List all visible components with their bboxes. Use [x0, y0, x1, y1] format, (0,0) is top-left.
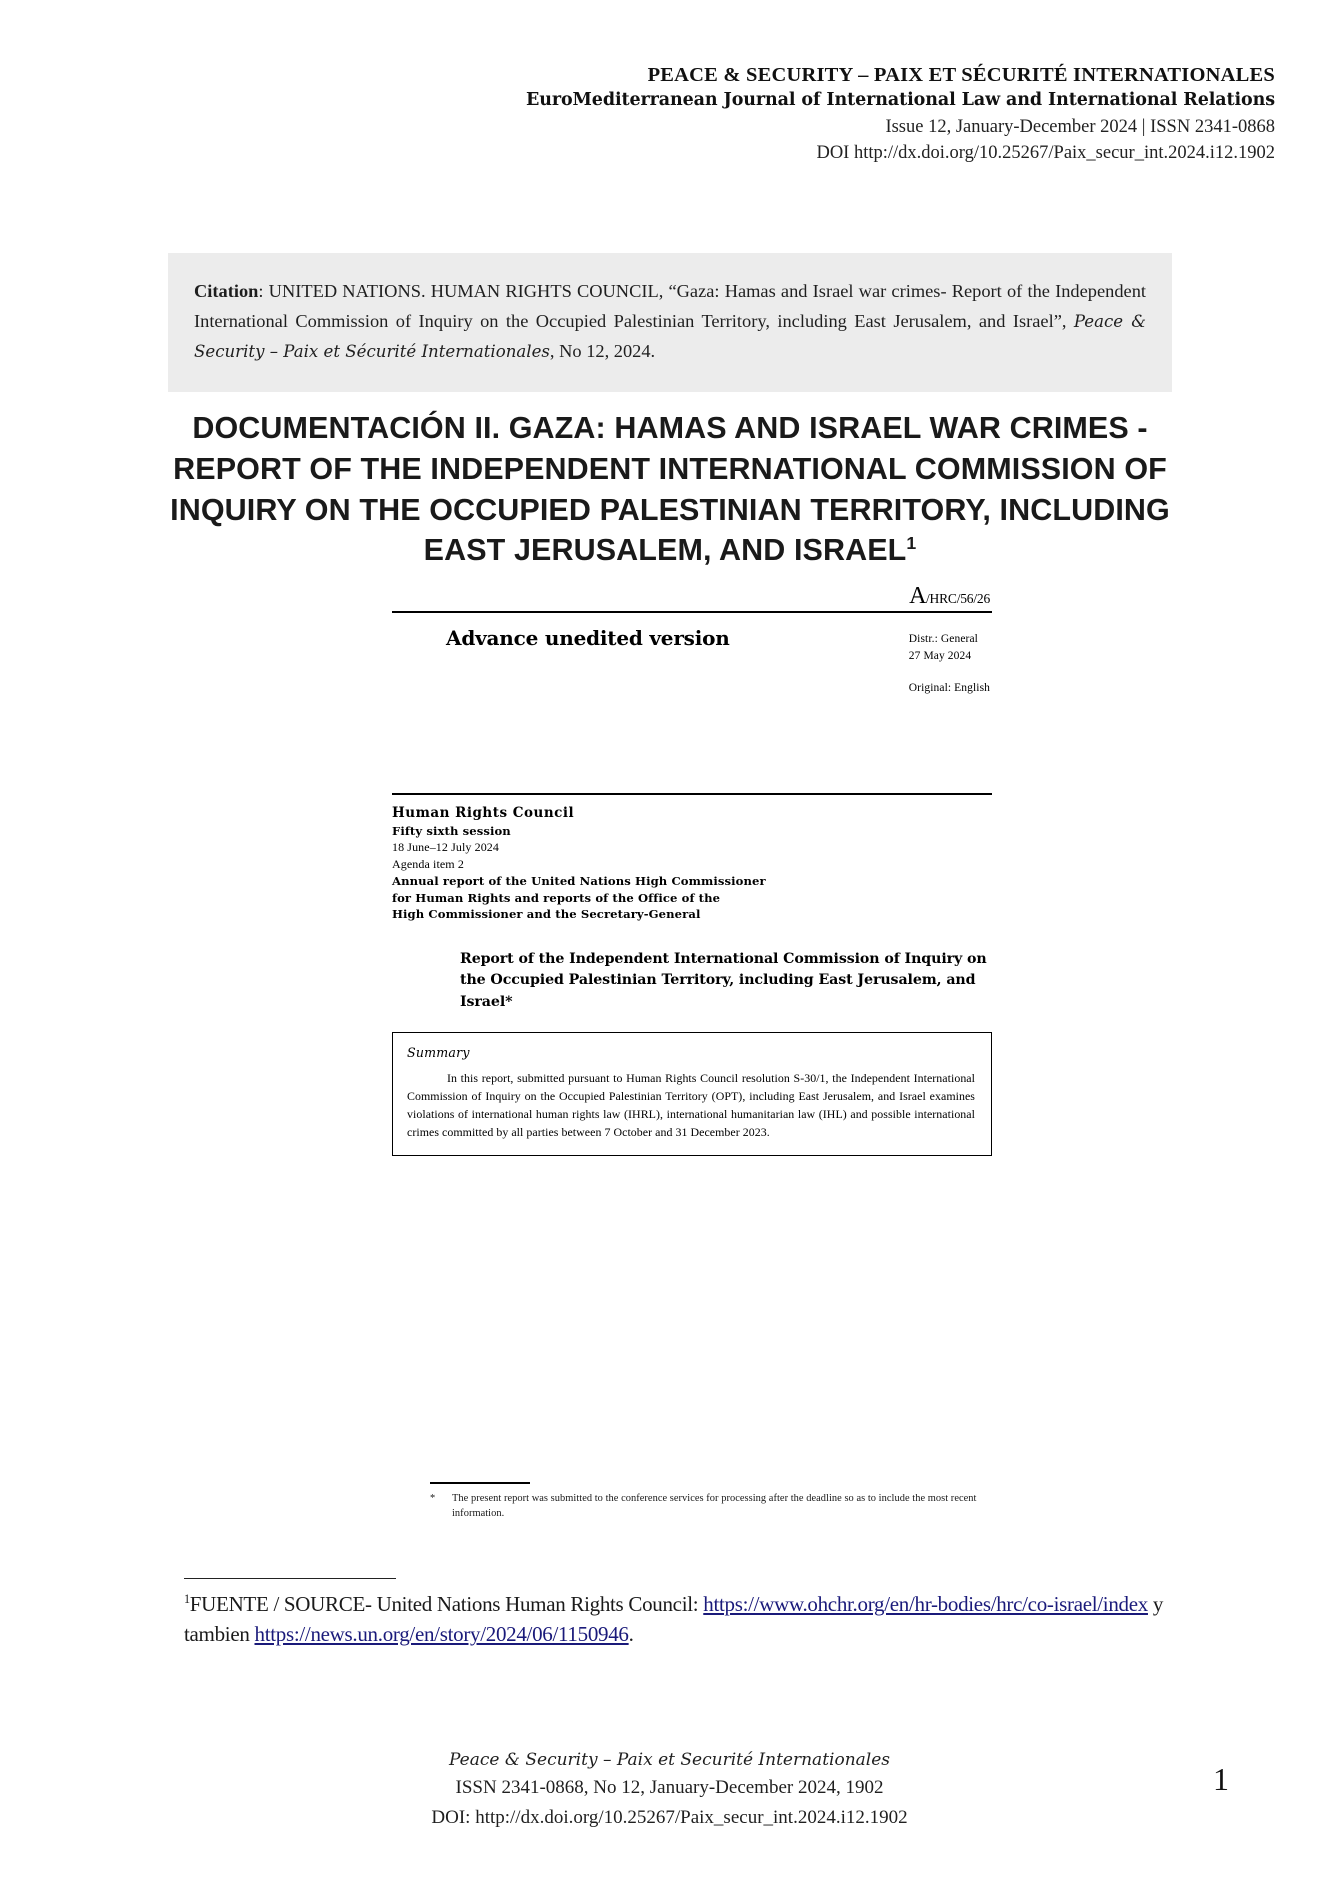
citation-text [194, 277, 1146, 366]
un-session-block [392, 795, 992, 923]
un-symbol-initial: A [909, 583, 926, 609]
journal-masthead [0, 62, 1275, 167]
source-footnote-text [184, 1589, 1194, 1650]
footer-journal-name: Peace & Security – Paix et Securité Internationales [448, 1749, 891, 1770]
source-footnote [184, 1578, 1194, 1650]
journal-doi-line: DOI http://dx.doi.org/10.25267/Paix_secur_int.2024.i12.1902 [816, 143, 1275, 164]
source-footnote-rule [184, 1578, 396, 1579]
footer-doi-line: DOI: http://dx.doi.org/10.25267/Paix_secur_int.2024.i12.1902 [431, 1806, 908, 1828]
page-footer [0, 1747, 1339, 1832]
un-document-symbol [909, 583, 990, 610]
distr-original-language: Original: English [908, 681, 990, 694]
session-dates: 18 June–12 July 2024 [392, 840, 499, 855]
un-symbol-rest: /HRC/56/26 [925, 591, 990, 606]
citation-box [168, 253, 1172, 392]
un-page-footnote [430, 1482, 990, 1521]
advance-unedited-label: Advance unedited version [446, 626, 730, 650]
footnote-rule [430, 1482, 530, 1484]
journal-title: PEACE & SECURITY – PAIX ET SÉCURITÉ INTERNATIONALES [647, 64, 1275, 86]
source-footnote-lead: FUENTE / SOURCE- United Nations Human Rights Council: [189, 1592, 704, 1616]
citation-body-part1: UNITED NATIONS. HUMAN RIGHTS COUNCIL, “Gaza: Hamas and Israel war crimes- Report of the Independent International Commission of Inquiry on the Occupied Palestinian Territory, including East Jerusalem, and Israel”, [194, 281, 1146, 331]
un-header-row [392, 613, 992, 697]
citation-separator: : [258, 281, 269, 301]
un-symbol-row [392, 585, 992, 611]
source-footnote-connector: y tambien [184, 1592, 1164, 1647]
source-footnote-end: . [628, 1622, 634, 1647]
un-report-title: Report of the Independent International Commission of Inquiry on the Occupied Palestinian Territory, including East Jerusalem, and Israel* [460, 950, 987, 1010]
distr-general: Distr.: General [908, 633, 978, 645]
page-title [150, 408, 1190, 570]
summary-label: Summary [407, 1044, 470, 1060]
agenda-title-line-3: High Commissioner and the Secretary-General [392, 907, 701, 922]
agenda-title-line-1: Annual report of the United Nations High Commissioner [392, 874, 766, 889]
footnote-row [430, 1491, 990, 1521]
footnote-asterisk-marker: * [430, 1493, 436, 1504]
human-rights-council-label: Human Rights Council [392, 804, 575, 821]
agenda-title-line-2: for Human Rights and reports of the Office of the [392, 890, 721, 905]
un-report-facsimile [392, 585, 992, 1156]
un-distribution-block [909, 626, 990, 697]
source-footnote-marker: 1 [184, 1592, 190, 1606]
citation-journal-name: Peace & Security – Paix et Sécurité Internationales [194, 311, 1146, 361]
distr-date: 27 May 2024 [908, 650, 972, 663]
journal-issue-line: Issue 12, January-December 2024 | ISSN 2341-0868 [885, 116, 1275, 137]
citation-body-part2: , No 12, 2024. [549, 340, 656, 361]
distr-spacer [909, 666, 990, 680]
session-number: Fifty sixth session [392, 823, 511, 838]
summary-body: In this report, submitted pursuant to Human Rights Council resolution S-30/1, the Independent International Commission of Inquiry on the Occupied Palestinian Territory (OPT), including East Jerusalem, and Israel examines violations of international human rights law (IHRL), international humanitarian law (IHL) and possible international crimes committed by all parties between 7 October and 31 December 2023. [407, 1070, 975, 1139]
agenda-item: Agenda item 2 [392, 857, 464, 872]
footer-issn-line: ISSN 2341-0868, No 12, January-December 2024, 1902 [455, 1777, 884, 1799]
page-number: 1 [1213, 1761, 1229, 1797]
journal-subtitle: EuroMediterranean Journal of International Law and International Relations [525, 90, 1275, 111]
ohchr-link[interactable]: https://www.ohchr.org/en/hr-bodies/hrc/co-israel/index [703, 1592, 1148, 1616]
summary-box [392, 1032, 992, 1156]
citation-label: Citation [194, 281, 259, 301]
footnote-asterisk-text: The present report was submitted to the conference services for processing after the deadline so as to include the most recent information. [452, 1493, 977, 1520]
page-title-text: DOCUMENTACIÓN II. GAZA: HAMAS AND ISRAEL WAR CRIMES - REPORT OF THE INDEPENDENT INTERNATIONAL COMMISSION OF INQUIRY ON THE OCCUPIED PALESTINIAN TERRITORY, INCLUDING EAST JERUSALEM, AND ISRAEL [170, 411, 1170, 568]
page-title-footnote-marker: 1 [906, 532, 917, 553]
un-news-link[interactable]: https://news.un.org/en/story/2024/06/1150946 [254, 1622, 629, 1647]
